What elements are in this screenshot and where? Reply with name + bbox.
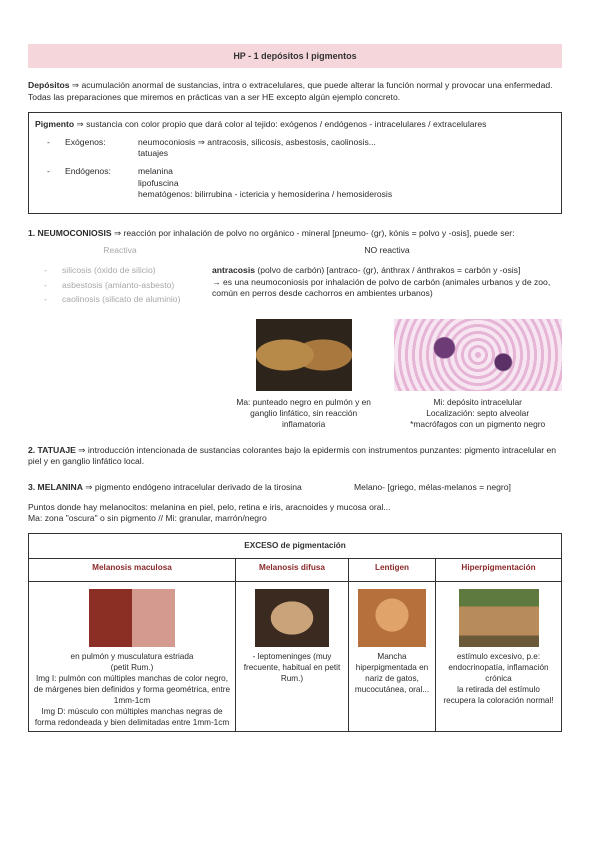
- cell-melanosis-maculosa: [29, 581, 236, 731]
- maculosa-image: [89, 589, 175, 647]
- cell-text: Img I: pulmón con múltiples manchas de color negro, de márgenes bien definidos y forma geométrica, entre 1mm-1cm: [33, 673, 231, 705]
- endogenos-label: Endógenos:: [65, 165, 111, 176]
- micro-caption: Mi: depósito intracelular Localización: septo alveolar *macrófagos con un pigmento negro: [410, 396, 546, 430]
- endogenos-line: melanina: [138, 165, 173, 176]
- endogenos-line: hematógenos: bilirrubina - ictericia y hemosiderina / hemosiderosis: [138, 189, 393, 200]
- header-lentigen: Lentigen: [349, 558, 436, 581]
- endogenos-values: [138, 166, 553, 201]
- lung-macro-image: [256, 319, 352, 391]
- melanina-paragraph: [28, 482, 562, 494]
- pigmentation-table: [28, 533, 562, 732]
- table-title: EXCESO de pigmentación: [29, 533, 562, 558]
- melanina-etymology: Melano- [griego, mélas-melanos = negro]: [354, 481, 511, 492]
- melanina-line1: Puntos donde hay melanocitos: melanina en piel, pelo, retina e iris, aracnoides y mucosa oral...: [28, 501, 391, 512]
- micro-figure: [393, 319, 562, 431]
- header-hiperpigmentacion: Hiperpigmentación: [436, 558, 562, 581]
- melanina-line2: Ma: zona "oscura" o sin pigmento // Mi: granular, marrón/negro: [28, 513, 267, 524]
- depositos-text: ⇒ acumulación anormal de sustancias, intra o extracelulares, que puede alterar la función normal y provocar una enfermedad. Todas las preparaciones que miremos en prácticas van a ser HE excepto algún ejemplo concreto.: [28, 80, 553, 102]
- antracosis-text: (polvo de carbón) [antraco- (gr), ánthrax / ánthrakos = carbón y -osis]: [255, 264, 521, 275]
- no-reactiva-heading: NO reactiva: [364, 245, 410, 256]
- tatuaje-text: ⇒ introducción intencionada de sustancias colorantes bajo la epidermis con instrumentos punzantes: pigmento intracelular en piel y en ganglio linfático local.: [28, 444, 557, 467]
- antracosis-description: → es una neumoconiosis por inhalación de polvo de carbón (animales urbanos y de zoo, común en perros desde cachorros en ambientes urbanos): [212, 276, 551, 299]
- header-melanosis-difusa: Melanosis difusa: [236, 558, 349, 581]
- antracosis-figures: [28, 319, 562, 431]
- melanina-def: [28, 482, 354, 494]
- reactiva-item: asbestosis (amianto-asbesto): [62, 279, 175, 290]
- depositos-paragraph: [28, 80, 562, 103]
- list-item: - asbestosis (amianto-asbesto): [44, 279, 175, 290]
- cell-text: la retirada del estímulo recupera la coloración normal!: [443, 684, 554, 705]
- tatuaje-section: [28, 445, 562, 468]
- cell-hiperpigmentacion: [436, 581, 562, 731]
- macro-figure: [210, 319, 397, 431]
- cell-text: (petit Rum.): [110, 662, 154, 672]
- pigmento-definition-box: [28, 112, 562, 214]
- neumoconiosis-heading: 1. NEUMOCONIOSIS: [28, 227, 112, 238]
- no-reactiva-column: [212, 245, 562, 308]
- cell-text: - leptomeninges (muy frecuente, habitual en petit Rum.): [243, 651, 341, 683]
- list-item: - caolinosis (silicato de aluminio): [44, 294, 181, 305]
- melanina-heading: 3. MELANINA: [28, 481, 83, 492]
- histology-micro-image: [394, 319, 562, 391]
- reactiva-column: [28, 245, 212, 308]
- neumoconiosis-text: ⇒ reacción por inhalación de polvo no orgánico - mineral [pneumo- (gr), kónis = polvo y -osis], puede ser:: [111, 227, 515, 238]
- exogenos-line: neumoconiosis ⇒ antracosis, silicosis, asbestosis, caolinosis...: [138, 136, 376, 147]
- pigmento-label: Pigmento: [35, 119, 75, 130]
- pigmento-types-list: [47, 137, 553, 201]
- cell-text: en pulmón y musculatura estriada: [70, 651, 194, 661]
- tatuaje-heading: 2. TATUAJE: [28, 444, 76, 455]
- cell-text: Img D: músculo con múltiples manchas negras de forma redondeada y bien delimitadas entre 1mm-1cm: [34, 707, 230, 728]
- document-page: [28, 44, 562, 732]
- neumoconiosis-section: [28, 228, 562, 431]
- pigmento-paragraph: [35, 119, 553, 131]
- exogenos-label: Exógenos:: [65, 136, 106, 147]
- cell-text: Mancha hiperpigmentada en nariz de gatos, mucocutánea, oral...: [354, 651, 430, 694]
- antracosis-line: [212, 265, 562, 277]
- list-item: - silicosis (óxido de silicio): [44, 264, 156, 275]
- difusa-image: [255, 589, 329, 647]
- cell-lentigen: [349, 581, 436, 731]
- melanina-section: [28, 482, 562, 732]
- header-melanosis-maculosa: Melanosis maculosa: [29, 558, 236, 581]
- cell-melanosis-difusa: [236, 581, 349, 731]
- cell-text: estímulo excesivo, p.e: endocrinopatía, inflamación crónica: [448, 651, 549, 683]
- depositos-label: Depósitos: [28, 80, 70, 90]
- neumoconiosis-columns: [28, 245, 562, 308]
- lentigen-image: [358, 589, 426, 647]
- list-item: [47, 166, 553, 201]
- endogenos-line: lipofuscina: [138, 177, 179, 188]
- pigmento-text: ⇒ sustancia con color propio que dará color al tejido: exógenos / endógenos - intracelulares / extracelulares: [74, 119, 487, 130]
- exogenos-line: tatuajes: [138, 148, 169, 159]
- neumoconiosis-paragraph: [28, 228, 562, 240]
- list-item: [47, 137, 553, 160]
- reactiva-item: caolinosis (silicato de aluminio): [62, 294, 181, 305]
- reactiva-heading: Reactiva: [103, 245, 137, 256]
- reactiva-item: silicosis (óxido de silicio): [62, 264, 156, 275]
- melanina-text: ⇒ pigmento endógeno intracelular derivado de la tirosina: [82, 481, 302, 492]
- tatuaje-paragraph: [28, 445, 562, 468]
- page-title: HP - 1 depósitos I pigmentos: [28, 44, 562, 68]
- exogenos-values: [138, 137, 553, 160]
- list-dash: -: [47, 136, 50, 147]
- hiperpigmentacion-image: [459, 589, 539, 647]
- list-dash: -: [47, 165, 50, 176]
- macro-caption: Ma: punteado negro en pulmón y en ganglio linfático, sin reacción inflamatoria: [236, 396, 371, 430]
- antracosis-label: antracosis: [212, 264, 255, 275]
